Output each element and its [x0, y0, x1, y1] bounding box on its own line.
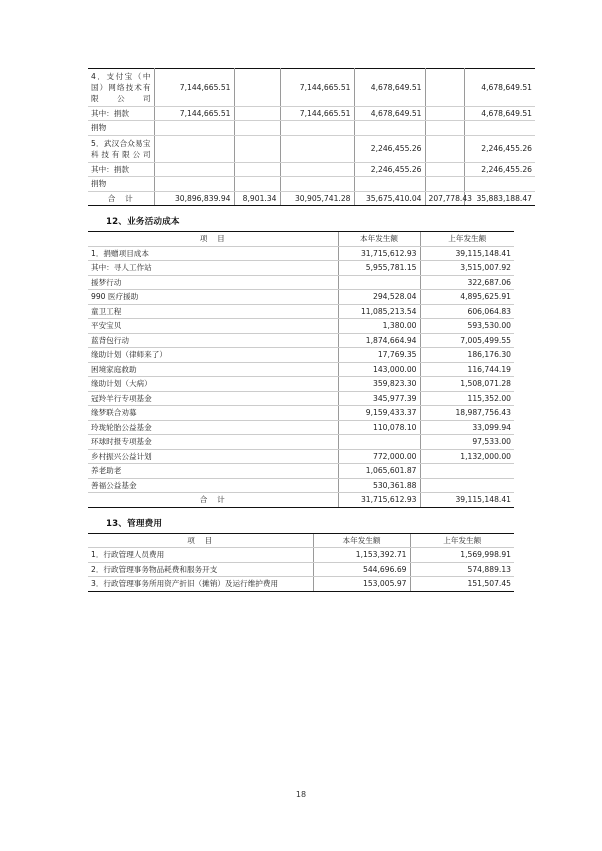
donor-table-body: [88, 69, 535, 206]
row-current-value: 345,977.39: [338, 391, 420, 405]
row-previous-value: 97,533.00: [420, 435, 514, 449]
row-current-value: 1,153,392.71: [313, 548, 410, 562]
table-row: [88, 420, 514, 434]
row-label: 2．行政管理事务物品耗费和服务开支: [88, 562, 313, 576]
row-previous-value: 574,889.13: [410, 562, 514, 576]
table-row: [88, 391, 514, 405]
donor-value-cell: [425, 177, 464, 191]
row-current-value: 5,955,781.15: [338, 261, 420, 275]
row-label: 玲珑轮胎公益基金: [88, 420, 338, 434]
donor-value-cell: [425, 121, 464, 135]
row-previous-value: 115,352.00: [420, 391, 514, 405]
donor-value-cell: 4,678,649.51: [354, 107, 425, 121]
row-previous-value: 33,099.94: [420, 420, 514, 434]
total-previous-value: 39,115,148.41: [420, 493, 514, 507]
row-previous-value: 7,005,499.55: [420, 333, 514, 347]
row-current-value: 1,380.00: [338, 319, 420, 333]
donor-value-cell: [425, 135, 464, 162]
table-row: [88, 275, 514, 289]
donor-total-value: 8,901.34: [234, 191, 280, 205]
table-row: [88, 377, 514, 391]
donor-value-cell: [425, 107, 464, 121]
column-header-item: 项 目: [88, 533, 313, 547]
donor-value-cell: 2,246,455.26: [354, 135, 425, 162]
row-label: 童卫工程: [88, 304, 338, 318]
row-previous-value: 1,132,000.00: [420, 449, 514, 463]
donor-value-cell: [354, 121, 425, 135]
table-row: [88, 406, 514, 420]
table-row: [88, 348, 514, 362]
table-row: [88, 304, 514, 318]
section-heading-13: 13、管理费用: [106, 518, 163, 529]
row-previous-value: 151,507.45: [410, 577, 514, 591]
table-row: [88, 435, 514, 449]
row-current-value: 31,715,612.93: [338, 246, 420, 260]
page-content: [88, 68, 532, 592]
page-number-footer: 18: [295, 790, 307, 799]
row-current-value: 294,528.04: [338, 290, 420, 304]
donor-value-cell: 7,144,665.51: [154, 69, 234, 107]
row-label: 1．行政管理人员费用: [88, 548, 313, 562]
donor-value-cell: [154, 135, 234, 162]
row-current-value: 772,000.00: [338, 449, 420, 463]
table-row: [88, 333, 514, 347]
table-row: [88, 135, 535, 162]
row-previous-value: 606,064.83: [420, 304, 514, 318]
donor-value-cell: [234, 107, 280, 121]
row-current-value: 1,065,601.87: [338, 464, 420, 478]
row-label: 缘助计划（律师来了）: [88, 348, 338, 362]
row-current-value: 544,696.69: [313, 562, 410, 576]
header-row: [88, 533, 514, 547]
row-previous-value: 18,987,756.43: [420, 406, 514, 420]
row-previous-value: 1,508,071.28: [420, 377, 514, 391]
donor-total-value: 35,675,410.04: [354, 191, 425, 205]
donor-value-cell: [354, 177, 425, 191]
column-header-current-year: 本年发生额: [313, 533, 410, 547]
row-label: 冠羚羊行专项基金: [88, 391, 338, 405]
row-current-value: 11,085,213.54: [338, 304, 420, 318]
table-row: [88, 548, 514, 562]
row-label: 善福公益基金: [88, 478, 338, 492]
donor-value-cell: [234, 177, 280, 191]
row-previous-value: 116,744.19: [420, 362, 514, 376]
column-header-previous-year: 上年发生额: [420, 232, 514, 246]
donor-value-cell: [234, 135, 280, 162]
donor-value-cell: [154, 121, 234, 135]
row-current-value: 17,769.35: [338, 348, 420, 362]
donor-subrow-label: 捐物: [88, 177, 154, 191]
donor-value-cell: 7,144,665.51: [280, 69, 354, 107]
row-label: 平安宝贝: [88, 319, 338, 333]
row-label: 乡村振兴公益计划: [88, 449, 338, 463]
donor-value-cell: [234, 121, 280, 135]
table-body: [88, 548, 514, 591]
column-header-item: 项 目: [88, 232, 338, 246]
row-previous-value: 3,515,007.92: [420, 261, 514, 275]
table-row: [88, 69, 535, 107]
donor-value-cell: [280, 135, 354, 162]
table-header: [88, 533, 514, 547]
business-activity-cost-table: [88, 231, 514, 507]
donor-value-cell: 2,246,455.26: [464, 162, 535, 176]
row-previous-value: 1,569,998.91: [410, 548, 514, 562]
column-header-previous-year: 上年发生额: [410, 533, 514, 547]
donor-contributions-table: [88, 68, 535, 206]
table-row: [88, 478, 514, 492]
table-row: [88, 107, 535, 121]
donor-subrow-label: 其中：捐款: [88, 107, 154, 121]
donor-name-cell: 5．武汉合众易宝科技有限公司: [88, 135, 154, 162]
table-row: [88, 261, 514, 275]
row-label: 援梦行动: [88, 275, 338, 289]
donor-value-cell: [464, 177, 535, 191]
donor-value-cell: [154, 162, 234, 176]
donor-value-cell: 7,144,665.51: [154, 107, 234, 121]
donor-value-cell: 4,678,649.51: [464, 69, 535, 107]
row-previous-value: 322,687.06: [420, 275, 514, 289]
table-row: [88, 177, 535, 191]
row-current-value: 153,005.97: [313, 577, 410, 591]
donor-subrow-label: 其中：捐款: [88, 162, 154, 176]
row-label: 缘助计划（大病）: [88, 377, 338, 391]
donor-value-cell: [234, 162, 280, 176]
table-header: [88, 232, 514, 246]
donor-subrow-label: 捐物: [88, 121, 154, 135]
donor-value-cell: 2,246,455.26: [354, 162, 425, 176]
donor-total-label: 合 计: [88, 191, 154, 205]
donor-value-cell: [425, 69, 464, 107]
row-previous-value: [420, 464, 514, 478]
row-label: 3．行政管理事务所用资产折旧（摊销）及运行维护费用: [88, 577, 313, 591]
row-previous-value: [420, 478, 514, 492]
table-row: [88, 246, 514, 260]
donor-value-cell: 4,678,649.51: [354, 69, 425, 107]
table-row: [88, 449, 514, 463]
donor-value-cell: [154, 177, 234, 191]
table-row: [88, 319, 514, 333]
table-row: [88, 562, 514, 576]
donor-total-value: 207,778.43: [425, 191, 464, 205]
row-current-value: 110,078.10: [338, 420, 420, 434]
table-row-total: [88, 493, 514, 507]
donor-value-cell: [464, 121, 535, 135]
table-body: [88, 246, 514, 507]
table-row: [88, 362, 514, 376]
row-previous-value: 186,176.30: [420, 348, 514, 362]
row-label: 养老助老: [88, 464, 338, 478]
donor-value-cell: [280, 121, 354, 135]
table-row-total: [88, 191, 535, 205]
column-header-current-year: 本年发生额: [338, 232, 420, 246]
donor-value-cell: 7,144,665.51: [280, 107, 354, 121]
row-current-value: 530,361.88: [338, 478, 420, 492]
row-previous-value: 593,530.00: [420, 319, 514, 333]
row-label: 困境家庭救助: [88, 362, 338, 376]
donor-value-cell: 2,246,455.26: [464, 135, 535, 162]
row-label: 1．捐赠项目成本: [88, 246, 338, 260]
table-row: [88, 577, 514, 591]
total-current-value: 31,715,612.93: [338, 493, 420, 507]
donor-value-cell: [280, 177, 354, 191]
total-label: 合 计: [88, 493, 338, 507]
row-label: 环球时报专项基金: [88, 435, 338, 449]
donor-value-cell: 4,678,649.51: [464, 107, 535, 121]
row-current-value: 143,000.00: [338, 362, 420, 376]
row-label: 缘梦联合劝募: [88, 406, 338, 420]
donor-value-cell: [234, 69, 280, 107]
row-label: 990 医疗援助: [88, 290, 338, 304]
row-current-value: 359,823.30: [338, 377, 420, 391]
donor-total-value: 30,896,839.94: [154, 191, 234, 205]
row-previous-value: 4,895,625.91: [420, 290, 514, 304]
section-heading-12: 12、业务活动成本: [106, 217, 180, 228]
donor-total-value: 35,883,188.47: [464, 191, 535, 205]
row-label: 其中：寻人工作站: [88, 261, 338, 275]
header-row: [88, 232, 514, 246]
management-expenses-table: [88, 533, 514, 592]
donor-total-value: 30,905,741.28: [280, 191, 354, 205]
row-current-value: 1,874,664.94: [338, 333, 420, 347]
table-row: [88, 162, 535, 176]
row-current-value: [338, 275, 420, 289]
row-current-value: [338, 435, 420, 449]
table-row: [88, 290, 514, 304]
table-row: [88, 464, 514, 478]
row-label: 蓝背包行动: [88, 333, 338, 347]
donor-name-cell: 4．支付宝（中国）网络技术有限公司: [88, 69, 154, 107]
row-current-value: 9,159,433.37: [338, 406, 420, 420]
table-row: [88, 121, 535, 135]
donor-value-cell: [425, 162, 464, 176]
donor-value-cell: [280, 162, 354, 176]
row-previous-value: 39,115,148.41: [420, 246, 514, 260]
